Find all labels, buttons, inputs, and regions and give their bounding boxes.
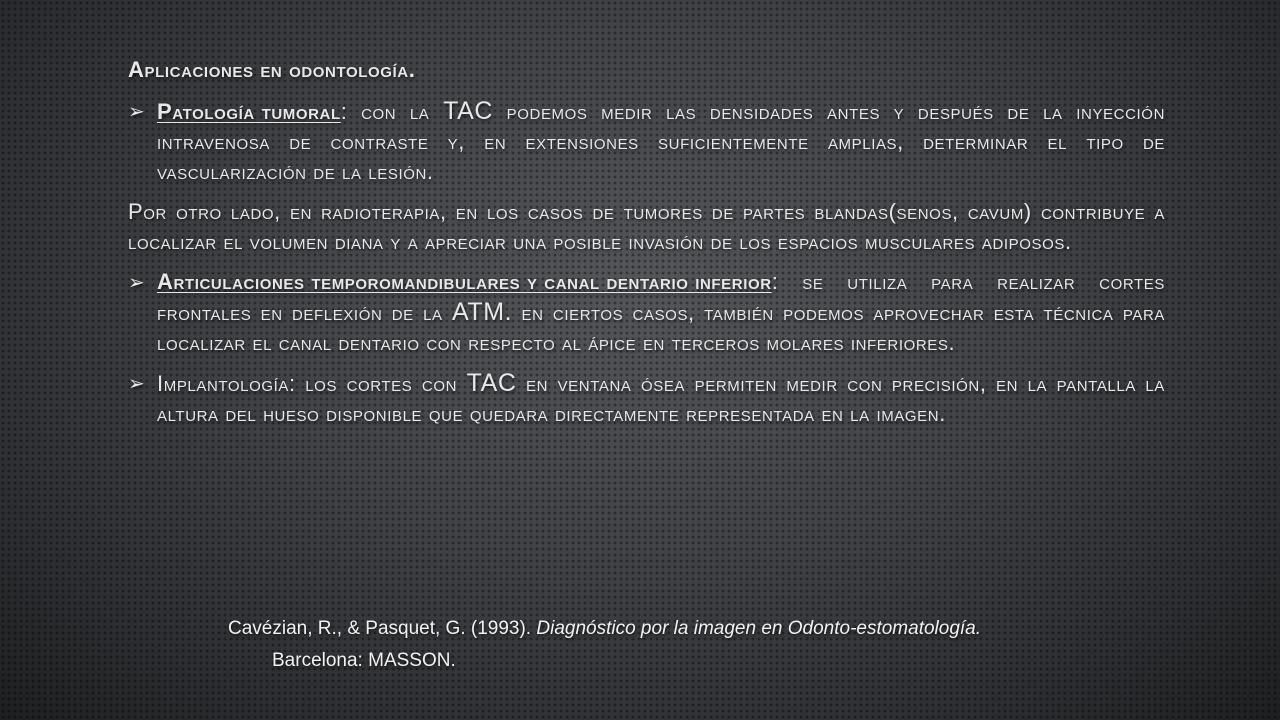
bullet-heading: implantología [157,371,290,396]
bullet-articulaciones [128,267,1165,358]
bullet-heading: articulaciones temporomandibulares y canal dentario inferior [157,269,772,294]
bullet-text-after: en ciertos casos, también podemos aprovechar esta técnica para localizar el canal dentario con respecto al ápice en terceros molares inferiores. [157,300,1165,355]
bullet-acronym: ATM. [451,298,513,326]
bullet-text: : se utiliza para realizar cortes frontales en deflexión de la [157,269,1165,325]
slide-title: Aplicaciones en odontología. [128,57,416,82]
arrow-bullet-icon: ➢ [128,373,146,395]
bullet-patologia-tumoral [128,96,1165,187]
radioterapia-paragraph: Por otro lado, en radioterapia, en los casos de tumores de partes blandas(senos, cavum) contribuye a localizar el volumen diana y a apreciar una posible invasión de los espacios musculares adiposos. [128,199,1165,254]
bullet-text-after: en ventana ósea permiten medir con precisión, en la pantalla la altura del hueso disponible que quedara directamente representada en la imagen. [157,371,1165,426]
arrow-bullet-icon: ➢ [128,272,146,294]
slide-body [128,54,1165,439]
reference-book-title: Diagnóstico por la imagen en Odonto-estomatología. [536,618,982,639]
bibliographic-reference [228,616,981,674]
reference-publisher: Barcelona: MASSON. [272,650,456,671]
arrow-bullet-icon: ➢ [128,101,146,123]
reference-authors: Cavézian, R., & Pasquet, G. (1993). [228,618,537,639]
bullet-text: : con la [340,99,430,124]
bullet-text-after: podemos medir las densidades antes y después de la inyección intravenosa de contraste y, en extensiones suficientemente amplias, determinar el tipo de vascularización de la lesión. [157,99,1165,184]
bullet-acronym: TAC [443,97,494,125]
bullet-heading: patología tumoral [157,99,341,124]
bullet-text: : los cortes con [289,371,458,396]
bullet-implantologia [128,368,1165,429]
bullet-acronym: TAC [466,369,517,397]
